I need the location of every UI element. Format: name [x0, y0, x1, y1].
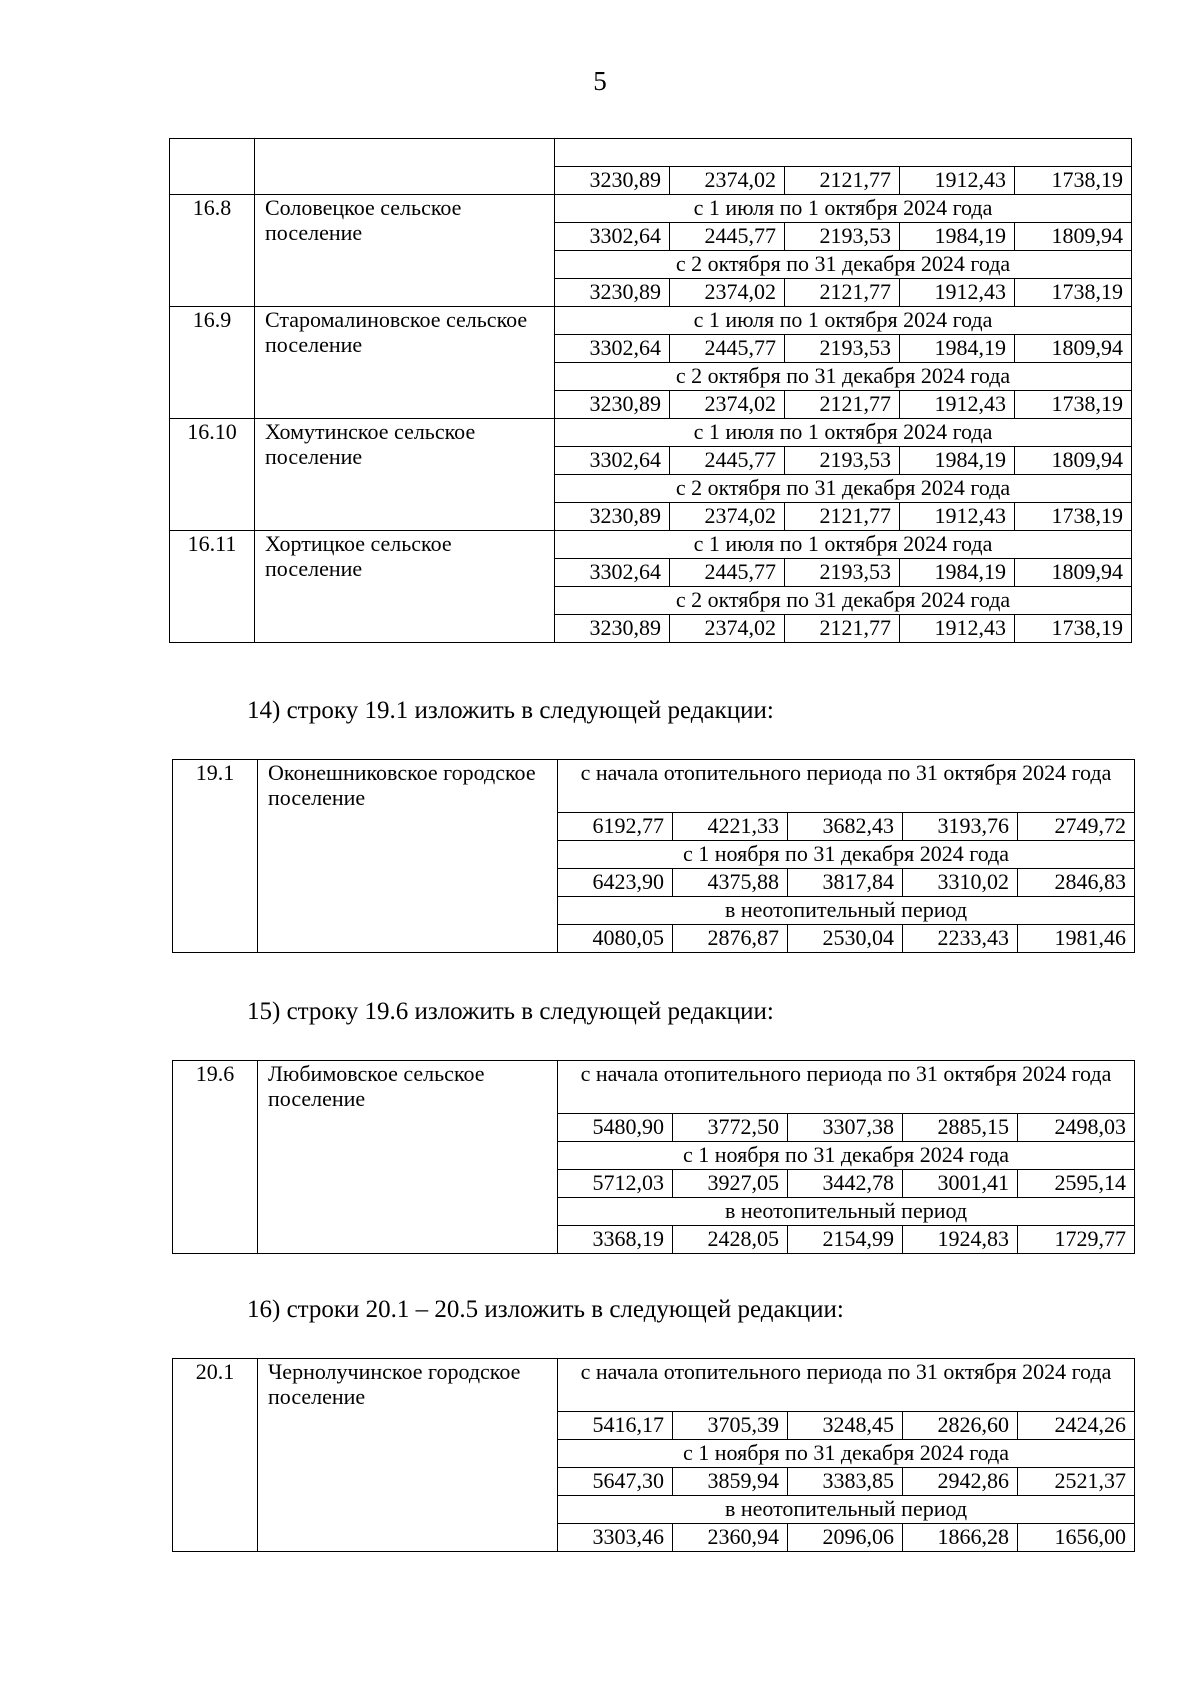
tariff-value: 2193,53 — [785, 335, 900, 363]
period-label — [555, 139, 1132, 167]
tariff-value: 3230,89 — [555, 391, 670, 419]
tariff-value: 3682,43 — [788, 813, 903, 841]
tariff-value: 3001,41 — [903, 1170, 1018, 1198]
period-row — [170, 139, 1132, 167]
tariff-value: 2428,05 — [673, 1226, 788, 1254]
row-code: 16.9 — [170, 307, 255, 419]
tariff-value: 1809,94 — [1015, 223, 1132, 251]
row-code: 16.11 — [170, 531, 255, 643]
tariff-value: 3927,05 — [673, 1170, 788, 1198]
tariff-value: 3193,76 — [903, 813, 1018, 841]
instruction-16: 16) строки 20.1 – 20.5 изложить в следующей редакции: — [247, 1296, 844, 1323]
tariff-value: 2374,02 — [670, 615, 785, 643]
tariff-value: 3230,89 — [555, 167, 670, 195]
tariff-value: 3368,19 — [558, 1226, 673, 1254]
row-name: Чернолучинское городское поселение — [258, 1359, 558, 1552]
tariff-value: 1656,00 — [1018, 1524, 1135, 1552]
tariff-value: 1981,46 — [1018, 925, 1135, 953]
tariff-value: 4221,33 — [673, 813, 788, 841]
period-label: с 1 июля по 1 октября 2024 года — [555, 195, 1132, 223]
period-label: в неотопительный период — [558, 1496, 1135, 1524]
tariff-value: 3302,64 — [555, 559, 670, 587]
tariff-value: 1738,19 — [1015, 391, 1132, 419]
period-row — [173, 1359, 1135, 1412]
tariff-value: 3859,94 — [673, 1468, 788, 1496]
period-label: с 2 октября по 31 декабря 2024 года — [555, 475, 1132, 503]
tariff-value: 2121,77 — [785, 391, 900, 419]
tariff-table-20-1 — [172, 1358, 1135, 1552]
tariff-value: 2121,77 — [785, 279, 900, 307]
tariff-value: 3302,64 — [555, 335, 670, 363]
tariff-value: 5480,90 — [558, 1114, 673, 1142]
tariff-value: 2826,60 — [903, 1412, 1018, 1440]
tariff-value: 3303,46 — [558, 1524, 673, 1552]
tariff-value: 1912,43 — [900, 391, 1015, 419]
period-label: с 1 ноября по 31 декабря 2024 года — [558, 841, 1135, 869]
tariff-value: 1809,94 — [1015, 559, 1132, 587]
tariff-value: 4375,88 — [673, 869, 788, 897]
tariff-value: 2096,06 — [788, 1524, 903, 1552]
tariff-value: 2193,53 — [785, 447, 900, 475]
row-code: 19.6 — [173, 1061, 258, 1254]
tariff-value: 1984,19 — [900, 223, 1015, 251]
tariff-value: 1984,19 — [900, 447, 1015, 475]
period-row — [170, 531, 1132, 559]
row-name: Хортицкое сельское поселение — [255, 531, 555, 643]
tariff-value: 3307,38 — [788, 1114, 903, 1142]
tariff-value: 2876,87 — [673, 925, 788, 953]
tariff-value: 2445,77 — [670, 223, 785, 251]
tariff-value: 3302,64 — [555, 447, 670, 475]
period-label: с 1 ноября по 31 декабря 2024 года — [558, 1142, 1135, 1170]
tariff-value: 1924,83 — [903, 1226, 1018, 1254]
tariff-value: 3772,50 — [673, 1114, 788, 1142]
tariff-value: 3442,78 — [788, 1170, 903, 1198]
tariff-value: 6192,77 — [558, 813, 673, 841]
tariff-value: 2498,03 — [1018, 1114, 1135, 1142]
row-name: Хомутинское сельское поселение — [255, 419, 555, 531]
period-row — [173, 1061, 1135, 1114]
tariff-value: 2445,77 — [670, 335, 785, 363]
tariff-value: 2121,77 — [785, 503, 900, 531]
period-label: с 1 июля по 1 октября 2024 года — [555, 531, 1132, 559]
tariff-value: 2445,77 — [670, 447, 785, 475]
period-label: с начала отопительного периода по 31 октября 2024 года — [558, 1359, 1135, 1412]
tariff-value: 2193,53 — [785, 559, 900, 587]
tariff-value: 1738,19 — [1015, 503, 1132, 531]
period-label: с 2 октября по 31 декабря 2024 года — [555, 251, 1132, 279]
row-name: Старомалиновское сельское поселение — [255, 307, 555, 419]
tariff-value: 2530,04 — [788, 925, 903, 953]
tariff-value: 1984,19 — [900, 335, 1015, 363]
instruction-14: 14) строку 19.1 изложить в следующей редакции: — [247, 697, 774, 724]
row-name: Любимовское сельское поселение — [258, 1061, 558, 1254]
tariff-value: 3230,89 — [555, 615, 670, 643]
tariff-value: 1912,43 — [900, 167, 1015, 195]
row-code: 20.1 — [173, 1359, 258, 1552]
tariff-table-16 — [169, 138, 1132, 643]
tariff-value: 2374,02 — [670, 503, 785, 531]
tariff-value: 3383,85 — [788, 1468, 903, 1496]
tariff-value: 1738,19 — [1015, 279, 1132, 307]
tariff-value: 1738,19 — [1015, 167, 1132, 195]
tariff-value: 2360,94 — [673, 1524, 788, 1552]
period-label: с 2 октября по 31 декабря 2024 года — [555, 363, 1132, 391]
tariff-value: 1984,19 — [900, 559, 1015, 587]
tariff-value: 2424,26 — [1018, 1412, 1135, 1440]
tariff-value: 2374,02 — [670, 167, 785, 195]
period-row — [170, 195, 1132, 223]
tariff-value: 3230,89 — [555, 503, 670, 531]
tariff-value: 2521,37 — [1018, 1468, 1135, 1496]
tariff-value: 1809,94 — [1015, 335, 1132, 363]
period-label: с начала отопительного периода по 31 октября 2024 года — [558, 1061, 1135, 1114]
tariff-value: 2193,53 — [785, 223, 900, 251]
tariff-value: 3310,02 — [903, 869, 1018, 897]
tariff-value: 5647,30 — [558, 1468, 673, 1496]
period-row — [173, 760, 1135, 813]
row-code — [170, 139, 255, 195]
tariff-value: 2885,15 — [903, 1114, 1018, 1142]
tariff-value: 2846,83 — [1018, 869, 1135, 897]
tariff-value: 5416,17 — [558, 1412, 673, 1440]
tariff-value: 2121,77 — [785, 615, 900, 643]
period-label: с начала отопительного периода по 31 октября 2024 года — [558, 760, 1135, 813]
tariff-value: 2749,72 — [1018, 813, 1135, 841]
period-row — [170, 307, 1132, 335]
tariff-value: 1809,94 — [1015, 447, 1132, 475]
row-code: 16.8 — [170, 195, 255, 307]
period-label: с 1 июля по 1 октября 2024 года — [555, 307, 1132, 335]
tariff-value: 1729,77 — [1018, 1226, 1135, 1254]
page-number: 5 — [593, 66, 607, 96]
tariff-value: 1912,43 — [900, 615, 1015, 643]
row-code: 19.1 — [173, 760, 258, 953]
row-code: 16.10 — [170, 419, 255, 531]
tariff-value: 3817,84 — [788, 869, 903, 897]
tariff-value: 1912,43 — [900, 503, 1015, 531]
tariff-value: 3230,89 — [555, 279, 670, 307]
tariff-value: 3302,64 — [555, 223, 670, 251]
tariff-table-19-6 — [172, 1060, 1135, 1254]
row-name: Соловецкое сельское поселение — [255, 195, 555, 307]
tariff-value: 2374,02 — [670, 391, 785, 419]
instruction-15: 15) строку 19.6 изложить в следующей редакции: — [247, 998, 774, 1025]
tariff-value: 1738,19 — [1015, 615, 1132, 643]
tariff-value: 3705,39 — [673, 1412, 788, 1440]
tariff-value: 6423,90 — [558, 869, 673, 897]
period-label: с 2 октября по 31 декабря 2024 года — [555, 587, 1132, 615]
tariff-table-19-1 — [172, 759, 1135, 953]
tariff-value: 1866,28 — [903, 1524, 1018, 1552]
period-row — [170, 419, 1132, 447]
tariff-value: 2154,99 — [788, 1226, 903, 1254]
period-label: с 1 ноября по 31 декабря 2024 года — [558, 1440, 1135, 1468]
tariff-value: 2374,02 — [670, 279, 785, 307]
tariff-value: 2942,86 — [903, 1468, 1018, 1496]
tariff-value: 2445,77 — [670, 559, 785, 587]
tariff-value: 4080,05 — [558, 925, 673, 953]
period-label: в неотопительный период — [558, 1198, 1135, 1226]
row-name — [255, 139, 555, 195]
tariff-value: 2121,77 — [785, 167, 900, 195]
row-name: Оконешниковское городское поселение — [258, 760, 558, 953]
tariff-value: 5712,03 — [558, 1170, 673, 1198]
tariff-value: 3248,45 — [788, 1412, 903, 1440]
tariff-value: 2595,14 — [1018, 1170, 1135, 1198]
tariff-value: 2233,43 — [903, 925, 1018, 953]
period-label: с 1 июля по 1 октября 2024 года — [555, 419, 1132, 447]
tariff-value: 1912,43 — [900, 279, 1015, 307]
period-label: в неотопительный период — [558, 897, 1135, 925]
